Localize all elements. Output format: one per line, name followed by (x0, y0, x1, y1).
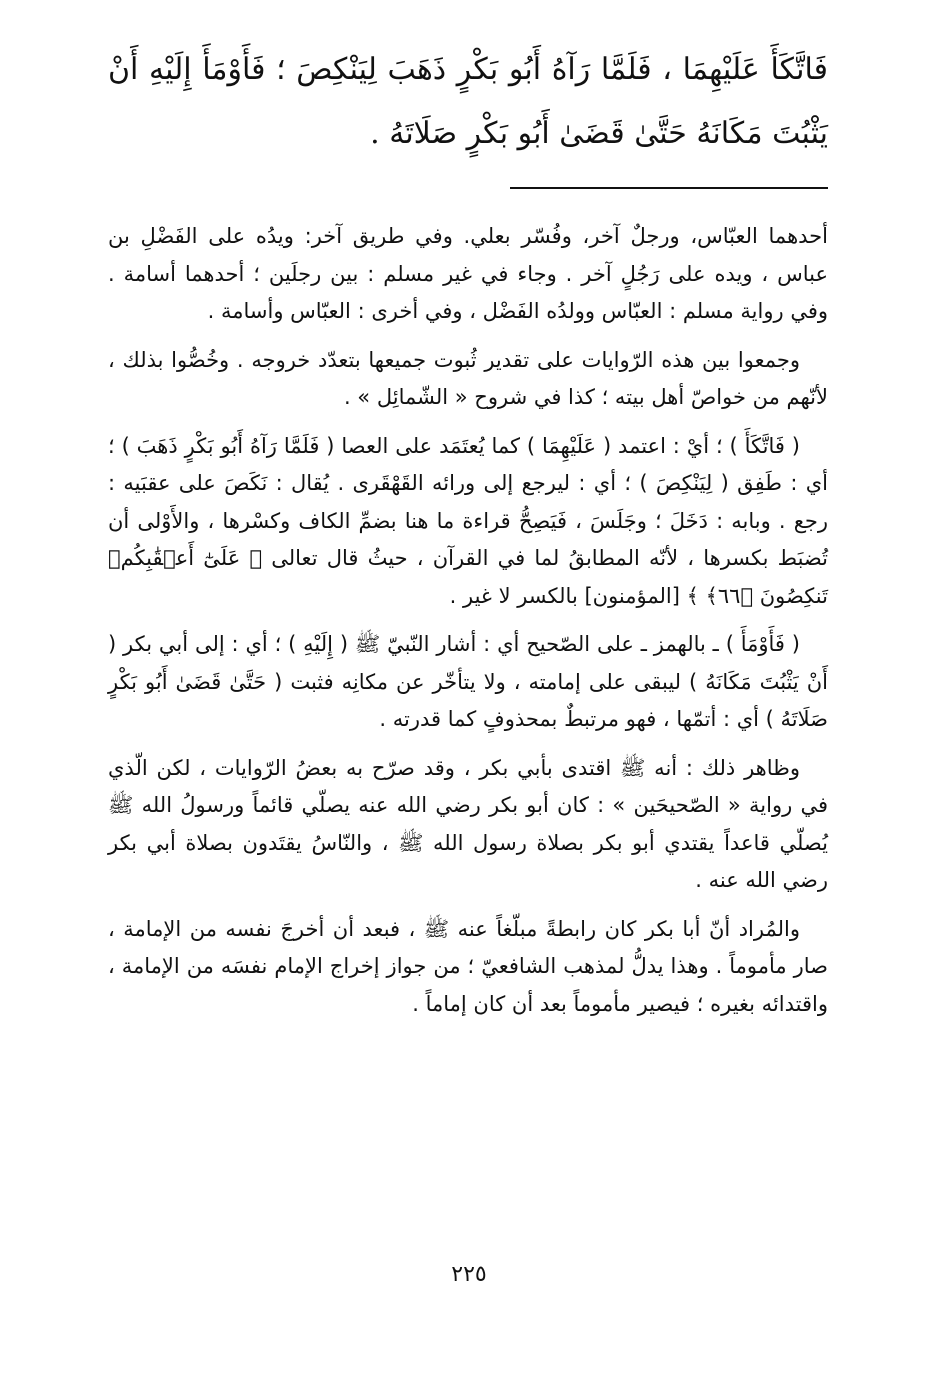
footnote-divider (510, 187, 828, 189)
commentary-paragraph: والمُراد أنّ أبا بكر كان رابطةً مبلّغاً عنه ﷺ ، فبعد أن أخرجَ نفسه من الإمامة ، صار مأموماً . وهذا يدلُّ لمذهب الشافعيّ ؛ من جواز إخراج الإمام نفسَه من الإمامة ، واقتدائه بغيره ؛ فيصير مأموماً بعد أن كان إماماً . (108, 916, 828, 1016)
page-number: ٢٢٥ (451, 1262, 487, 1287)
commentary-paragraph: ( فَاتَّكَأَ ) ؛ أيْ : اعتمد ( عَلَيْهِمَا ) كما يُعتَمَد على العصا ( فَلَمَّا رَآهُ أَبُو بَكْرٍ ذَهَبَ ) ؛ أي : طَفِق ( لِيَنْكِصَ ) ؛ أي : ليرجع إلى ورائه القَهْقَرى . يُقال : نَكَصَ على عقبَيه : رجع . وبابه : دَخَلَ ؛ وجَلَسَ ، فَيَصِحُّ قراءة ما هنا بضمِّ الكاف وكسْرها ، والأَوْلى أن تُضبَط بكسرها ، لأنّه المطابقُ لما في القرآن ، حيثُ قال تعالى ﴿ عَلَىٰٓ أَعۡقَٰبِكُمۡ تَنكِصُونَ ﴿٦٦﴾ ﴾ [المؤمنون] بالكسر لا غير . (108, 433, 828, 608)
commentary-paragraph: ( فَأَوْمَأَ ) ـ بالهمز ـ على الصّحيح أي : أشار النّبيّ ﷺ ( إِلَيْهِ ) ؛ أي : إلى أبي بكر ( أَنْ يَثْبُتَ مَكَانَهُ ) ليبقى على إمامته ، ولا يتأخّر عن مكانِه فثبت ( حَتَّىٰ قَضَىٰ أَبُو بَكْرٍ صَلَاتَهُ ) أي : أتمّها ، فهو مرتبطٌ بمحذوفٍ كما قدرته . (108, 632, 828, 731)
commentary-paragraph: أحدهما العبّاس، ورجلٌ آخر، وفُسّر بعلي. وفي طريق آخر: ويدُه على الفَضْلِ بن عباس ، ويده على رَجُلٍ آخر . وجاء في غير مسلم : بين رجلَين ؛ أحدهما أسامة . وفي رواية مسلم : العبّاس وولدُه الفَضْل ، وفي أخرى : العبّاس وأسامة . (108, 224, 828, 323)
commentary-paragraph: وظاهر ذلك : أنه ﷺ اقتدى بأبي بكر ، وقد صرّح به بعضُ الرّوايات ، لكن الّذي في رواية « الصّحيحَين » : كان أبو بكر رضي الله عنه يصلّي قائماً ورسولُ الله ﷺ يُصلّي قاعداً يقتدي أبو بكر بصلاة رسول الله ﷺ ، والنّاسُ يقتَدون بصلاة أبي بكر رضي الله عنه . (108, 755, 828, 892)
hadith-text: فَاتَّكَأَ عَلَيْهِمَا ، فَلَمَّا رَآهُ أَبُو بَكْرٍ ذَهَبَ لِيَنْكِصَ ؛ فَأَوْمَأَ إِلَيْهِ أَنْ يَثْبُتَ مَكَانَهُ حَتَّىٰ قَضَىٰ أَبُو بَكْرٍ صَلَاتَهُ . (108, 52, 828, 151)
commentary-paragraph: وجمعوا بين هذه الرّوايات على تقدير ثُبوت جميعها بتعدّد خروجه . وخُصُّوا بذلك ، لأنّهم من خواصّ أهل بيته ؛ كذا في شروح « الشّمائِل » . (108, 347, 828, 409)
commentary-section (108, 218, 828, 1034)
